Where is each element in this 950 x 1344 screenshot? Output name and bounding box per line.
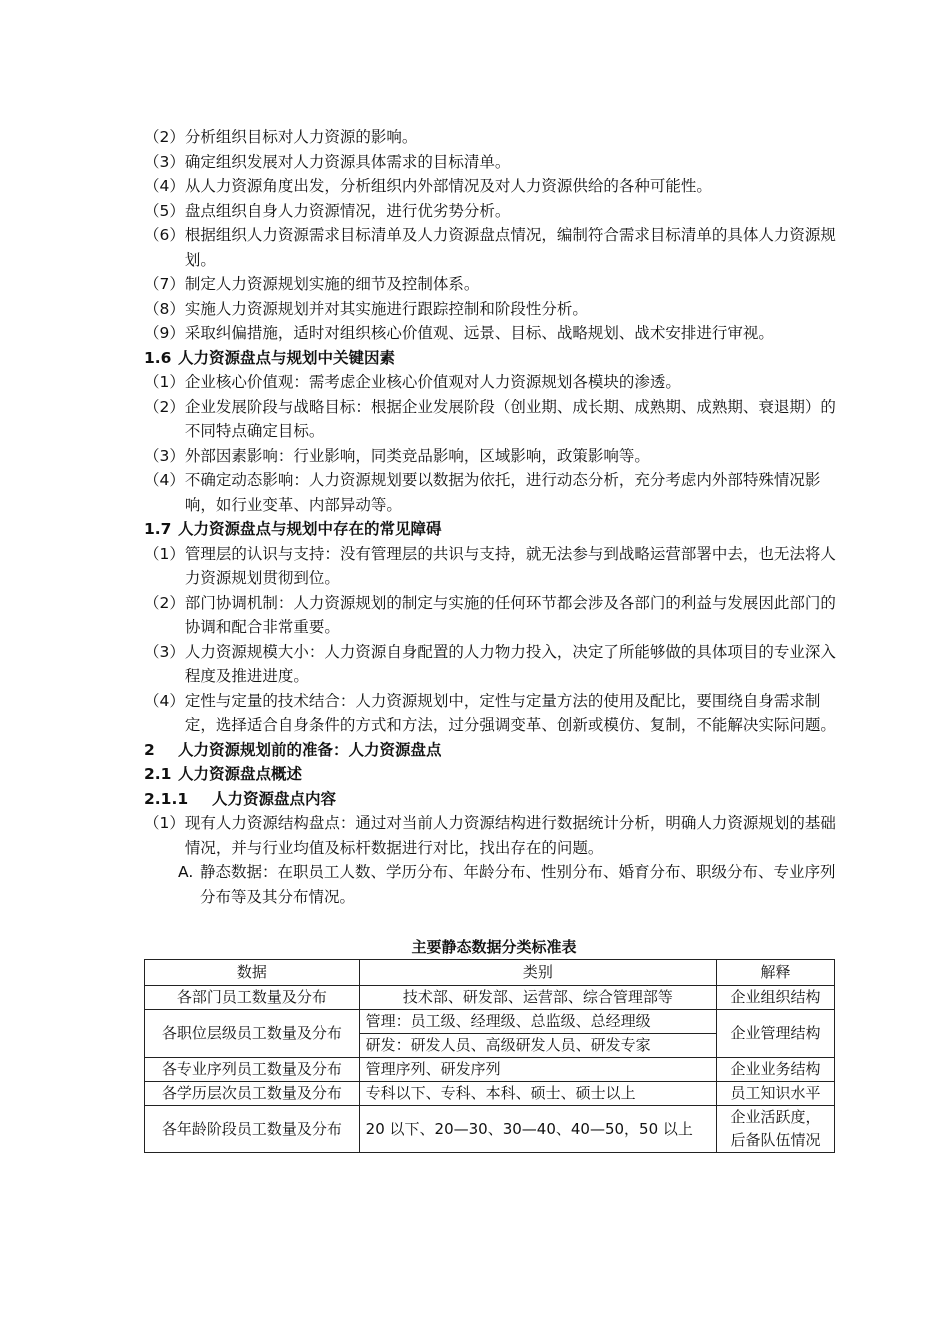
list-item: （1） 企业核心价值观：需考虑企业核心价值观对人力资源规划各模块的渗透。 xyxy=(144,373,681,391)
document-content xyxy=(144,125,844,1153)
table-cell: 企业业务结构 xyxy=(717,1058,835,1082)
section-heading-2-1-1: 2.1.1 人力资源盘点内容 xyxy=(144,789,337,808)
cell-line: 企业活跃度， xyxy=(730,1108,821,1126)
list-a xyxy=(144,125,844,346)
table-row xyxy=(145,1106,835,1153)
section-heading-1-6: 1.6 人力资源盘点与规划中关键因素 xyxy=(144,348,396,367)
section-heading-1-7: 1.7 人力资源盘点与规划中存在的常见障碍 xyxy=(144,520,442,538)
table-cell: 管理序列、研发序列 xyxy=(359,1058,716,1082)
table-cell: 各学历层次员工数量及分布 xyxy=(145,1082,360,1106)
cell-line: 后备队伍情况 xyxy=(730,1131,821,1149)
list-item: （4） 定性与定量的技术结合：人力资源规划中，定性与定量方法的使用及配比，要围绕自身需求制定，选择适合自身条件的方式和方法，过分强调变革、创新或模仿、复制，不能解决实际问题。 xyxy=(144,691,836,734)
table-cell: 专科以下、专科、本科、硕士、硕士以上 xyxy=(359,1082,716,1106)
list-item: （2） 部门协调机制：人力资源规划的制定与实施的任何环节都会涉及各部门的利益与发展因此部门的协调和配合非常重要。 xyxy=(144,593,836,636)
sub-item: A. 静态数据：在职员工人数、学历分布、年龄分布、性别分布、婚育分布、职级分布、专业序列分布等及其分布情况。 xyxy=(178,863,836,906)
table-header: 解释 xyxy=(717,960,835,986)
table-header: 类别 xyxy=(359,960,716,986)
table-title: 主要静态数据分类标准表 xyxy=(411,938,577,956)
table-cell: 各年龄阶段员工数量及分布 xyxy=(145,1106,360,1153)
table-cell: 各部门员工数量及分布 xyxy=(145,986,360,1010)
list-item: （2） 企业发展阶段与战略目标：根据企业发展阶段（创业期、成长期、成熟期、成熟期、衰退期）的不同特点确定目标。 xyxy=(144,397,836,440)
table-cell: 管理：员工级、经理级、总监级、总经理级 xyxy=(359,1010,716,1034)
table-row xyxy=(145,1010,835,1034)
table-row xyxy=(145,986,835,1010)
list-item: （3） 人力资源规模大小：人力资源自身配置的人力物力投入，决定了所能够做的具体项目的专业深入程度及推进进度。 xyxy=(144,642,836,685)
table-cell xyxy=(717,1106,835,1153)
list-b xyxy=(144,370,844,517)
table-cell: 20 以下、20—30、30—40、40—50，50 以上 xyxy=(359,1106,716,1153)
list-item: （8） 实施人力资源规划并对其实施进行跟踪控制和阶段性分析。 xyxy=(144,299,588,318)
section-heading-2-1: 2.1 人力资源盘点概述 xyxy=(144,765,303,783)
table-cell: 技术部、研发部、运营部、综合管理部等 xyxy=(359,986,716,1010)
table-row xyxy=(145,1058,835,1082)
table-cell: 各专业序列员工数量及分布 xyxy=(145,1058,360,1082)
table-header-row xyxy=(145,960,835,986)
list-item: （1） 现有人力资源结构盘点：通过对当前人力资源结构进行数据统计分析，明确人力资源规划的基础情况，并与行业均值及标杆数据进行对比，找出存在的问题。 xyxy=(144,814,836,857)
list-item: （6） 根据组织人力资源需求目标清单及人力资源盘点情况，编制符合需求目标清单的具体人力资源规划。 xyxy=(144,226,836,269)
table-cell: 研发：研发人员、高级研发人员、研发专家 xyxy=(359,1034,716,1058)
section-heading-2: 2 人力资源规划前的准备：人力资源盘点 xyxy=(144,740,442,759)
list-item: （2） 分析组织目标对人力资源的影响。 xyxy=(144,128,418,146)
list-item: （9） 采取纠偏措施，适时对组织核心价值观、远景、目标、战略规划、战术安排进行审视。 xyxy=(144,324,774,342)
list-item: （7） 制定人力资源规划实施的细节及控制体系。 xyxy=(144,275,480,293)
list-item: （5） 盘点组织自身人力资源情况，进行优劣势分析。 xyxy=(144,201,511,220)
table-header: 数据 xyxy=(145,960,360,986)
list-item: （1） 管理层的认识与支持：没有管理层的共识与支持，就无法参与到战略运营部署中去，也无法将人力资源规划贯彻到位。 xyxy=(144,544,836,587)
static-data-table xyxy=(144,959,835,1153)
list-c xyxy=(144,542,844,738)
table-cell: 员工知识水平 xyxy=(717,1082,835,1106)
list-item: （4） 不确定动态影响：人力资源规划要以数据为依托，进行动态分析，充分考虑内外部特殊情况影响，如行业变革、内部异动等。 xyxy=(144,471,821,514)
table-row xyxy=(145,1082,835,1106)
list-item: （3） 外部因素影响：行业影响，同类竞品影响，区域影响，政策影响等。 xyxy=(144,446,650,465)
table-cell: 企业组织结构 xyxy=(717,986,835,1010)
list-item: （4） 从人力资源角度出发，分析组织内外部情况及对人力资源供给的各种可能性。 xyxy=(144,177,712,195)
table-cell: 企业管理结构 xyxy=(717,1010,835,1058)
list-item: （3） 确定组织发展对人力资源具体需求的目标清单。 xyxy=(144,152,511,171)
table-cell: 各职位层级员工数量及分布 xyxy=(145,1010,360,1058)
